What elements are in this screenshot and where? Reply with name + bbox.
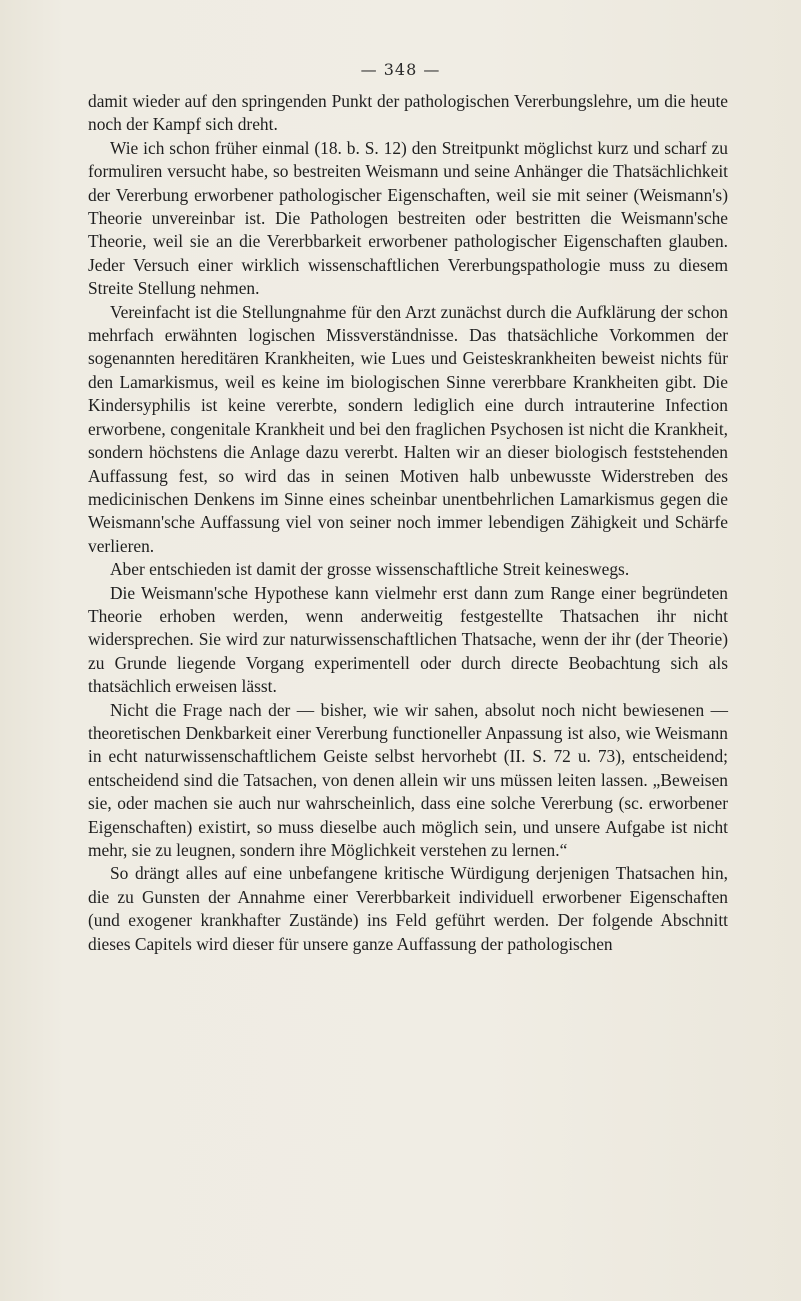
paragraph-7: So drängt alles auf eine unbefangene kritische Würdigung derjenigen Thatsachen hin, die zu Gunsten der Annahme einer Vererbbarkeit individuell erworbener Eigenschaften (und exogener krankhafter Zustände) ins Feld geführt werden. Der folgende Abschnitt dieses Capitels wird dieser für unsere ganze Auffassung der pathologischen bbox=[88, 863, 728, 954]
page-number-header: — 348 — bbox=[360, 60, 441, 79]
paragraph-2: Wie ich schon früher einmal (18. b. S. 12) den Streitpunkt möglichst kurz und scharf zu formuliren versucht habe, so bestreiten Weismann und seine Anhänger die Thatsächlichkeit der Vererbung erworbener pathologischer Eigenschaften, weil sie mit seiner (Weismann's) Theorie unvereinbar ist. Die Pathologen bestreiten oder bestritten die Weismann'sche Theorie, weil sie an die Vererbbarkeit erworbener pathologischer Eigenschaften glauben. Jeder Versuch einer wirklich wissenschaftlichen Vererbungspathologie muss zu diesem Streite Stellung nehmen. bbox=[88, 137, 728, 299]
paragraph-6: Nicht die Frage nach der — bisher, wie wir sahen, absolut noch nicht bewiesenen — theoretischen Denkbarkeit einer Vererbung functioneller Anpassung ist also, wie Weismann in echt naturwissenschaftlichem Geiste selbst hervorhebt (II. S. 72 u. 73), entscheidend; entscheidend sind die Tatsachen, von denen allein wir uns müssen leiten lassen. „Beweisen sie, oder machen sie auch nur wahrscheinlich, dass eine solche Vererbung (sc. erworbener Eigenschaften) existirt, so muss dieselbe auch möglich sein, und unsere Aufgabe ist nicht mehr, sie zu leugnen, sondern ihre Möglichkeit verstehen zu lernen.“ bbox=[88, 699, 728, 860]
paragraph-1: damit wieder auf den springenden Punkt der pathologischen Vererbungslehre, um die heute noch der Kampf sich dreht. bbox=[88, 91, 728, 135]
body-text bbox=[88, 90, 728, 956]
paragraph-4: Aber entschieden ist damit der grosse wissenschaftliche Streit keineswegs. bbox=[110, 559, 630, 580]
paragraph-3: Vereinfacht ist die Stellungnahme für den Arzt zunächst durch die Aufklärung der schon mehrfach erwähnten logischen Missverständnisse. Das thatsächliche Vorkommen der sogenannten hereditären Krankheiten, wie Lues und Geisteskrankheiten beweist nichts für den Lamarkismus, weil es keine im biologischen Sinne vererbbare Krankheiten gibt. Die Kindersyphilis ist keine vererbte, sondern lediglich eine durch intrauterine Infection erworbene, congenitale Krankheit und bei den fraglichen Psychosen ist nicht die Krankheit, sondern höchstens die Anlage dazu vererbt. Halten wir an dieser biologisch feststehenden Auffassung fest, so wird das in seinen Motiven halb unbewusste Widerstreben des medicinischen Denkens im Sinne eines scheinbar unentbehrlichen Lamarkismus gegen die Weismann'sche Auffassung viel von seiner noch immer lebendigen Zähigkeit und Schärfe verlieren. bbox=[88, 301, 728, 556]
paragraph-5: Die Weismann'sche Hypothese kann vielmehr erst dann zum Range einer begründeten Theorie erhoben werden, wenn anderweitig festgestellte Thatsachen ihr nicht widersprechen. Sie wird zur naturwissenschaftlichen Thatsache, wenn der ihr (der Theorie) zu Grunde liegende Vorgang experimentell oder durch directe Beobachtung sich als thatsächlich erweisen lässt. bbox=[88, 582, 728, 697]
